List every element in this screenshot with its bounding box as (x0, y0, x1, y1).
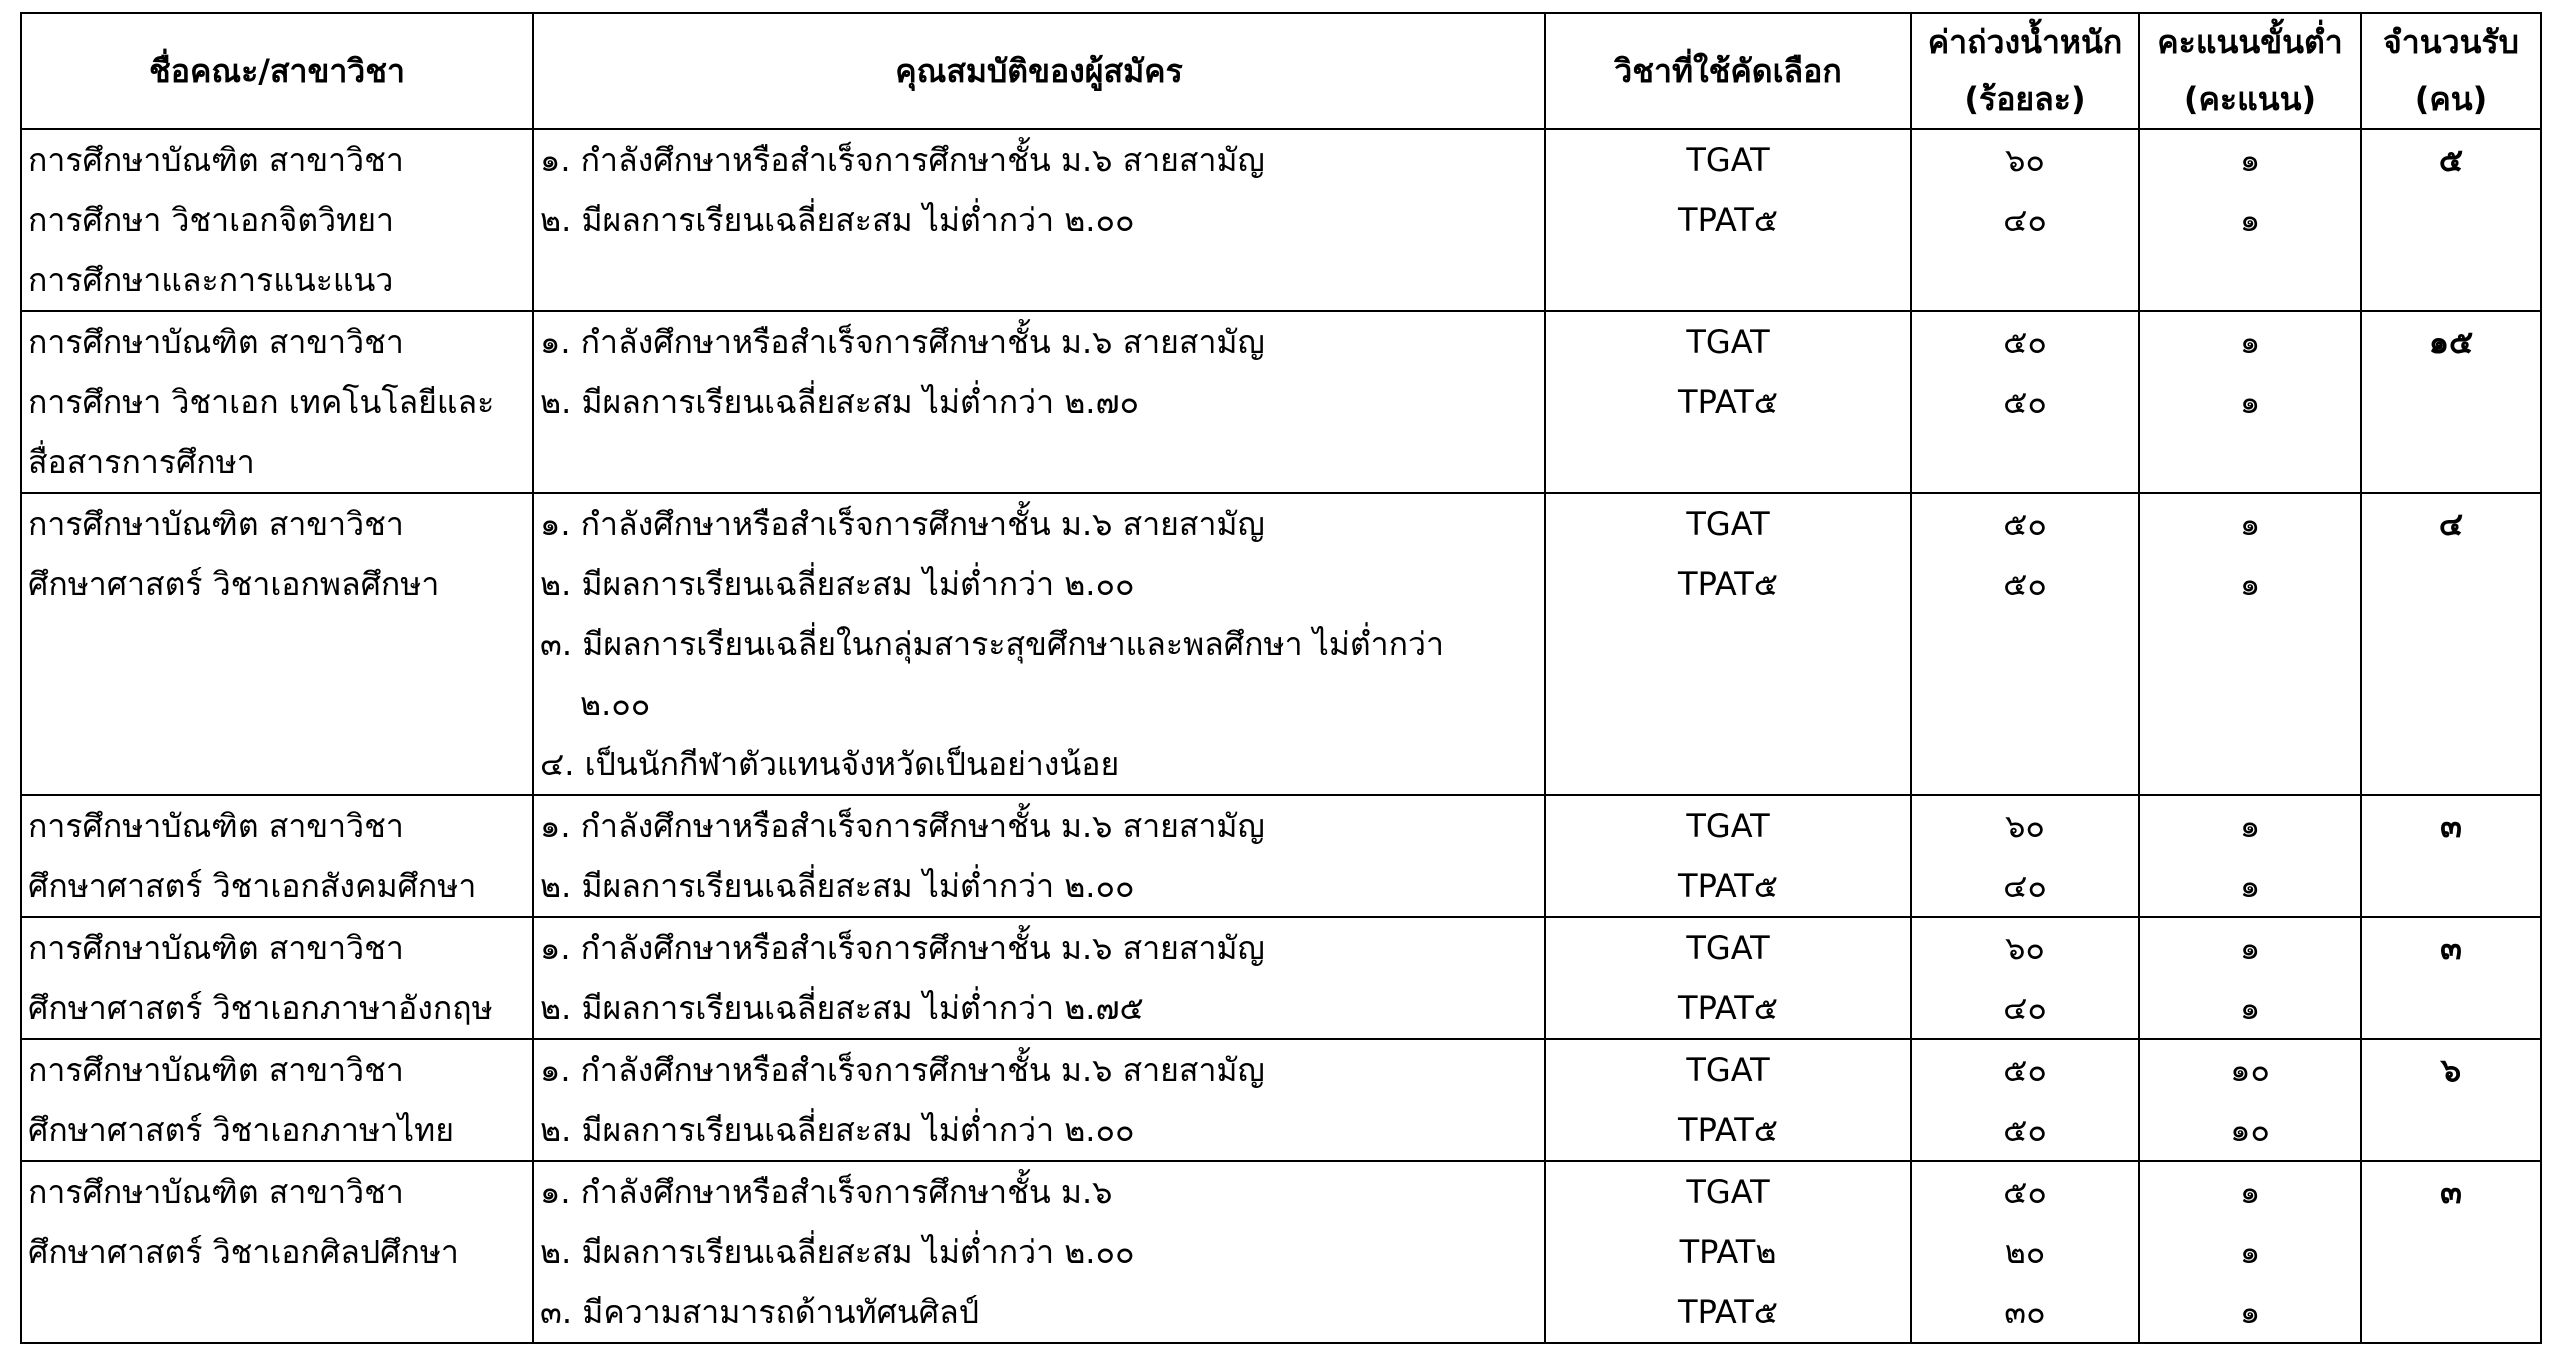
qualification-item: ๑. กำลังศึกษาหรือสำเร็จการศึกษาชั้น ม.๖ สายสามัญ (540, 929, 1265, 967)
subject-item: TGAT (1686, 141, 1770, 179)
min-score-cell (2139, 795, 2361, 917)
min-score-cell (2139, 1161, 2361, 1343)
qualification-item: ๑. กำลังศึกษาหรือสำเร็จการศึกษาชั้น ม.๖ (540, 1173, 1113, 1211)
subject-item: TGAT (1686, 505, 1770, 543)
weight-value: ๖๐ (2005, 929, 2045, 967)
weight-value: ๕๐ (2003, 565, 2047, 603)
min-score-value: ๑ (2239, 929, 2261, 967)
weight-value: ๒๐ (2004, 1233, 2046, 1271)
header-row (21, 13, 2541, 129)
seats-value: ๕ (2438, 141, 2464, 179)
qualification-item: ๒. มีผลการเรียนเฉลี่ยสะสม ไม่ต่ำกว่า ๒.๐๐ (540, 1111, 1135, 1149)
header-program: ชื่อคณะ/สาขาวิชา (21, 13, 533, 129)
program-line: ศึกษาศาสตร์ วิชาเอกศิลปศึกษา (28, 1233, 459, 1271)
header-qualifications: คุณสมบัติของผู้สมัคร (533, 13, 1545, 129)
subject-item: TPAT๕ (1678, 201, 1778, 239)
min-score-cell (2139, 1039, 2361, 1161)
seats-value: ๓ (2440, 807, 2462, 845)
table-row (21, 311, 2541, 493)
program-line: การศึกษาบัณฑิต สาขาวิชา (28, 807, 404, 845)
header-subjects: วิชาที่ใช้คัดเลือก (1545, 13, 1911, 129)
seats-value: ๓ (2440, 1173, 2462, 1211)
min-score-value: ๑ (2239, 807, 2261, 845)
weight-value: ๕๐ (2003, 505, 2047, 543)
qualification-item: ๑. กำลังศึกษาหรือสำเร็จการศึกษาชั้น ม.๖ สายสามัญ (540, 1051, 1265, 1089)
subjects-cell (1545, 493, 1911, 795)
program-line: การศึกษาบัณฑิต สาขาวิชา (28, 929, 404, 967)
qualification-item: ๒. มีผลการเรียนเฉลี่ยสะสม ไม่ต่ำกว่า ๒.๐๐ (540, 867, 1135, 905)
min-score-value: ๑๐ (2230, 1111, 2270, 1149)
weight-value: ๖๐ (2005, 141, 2045, 179)
weight-value: ๔๐ (2003, 867, 2047, 905)
admission-table-container (20, 12, 2540, 1344)
min-score-value: ๑ (2239, 1173, 2261, 1211)
min-score-value: ๑ (2239, 1293, 2261, 1331)
subject-item: TPAT๒ (1679, 1233, 1777, 1271)
subject-item: TGAT (1686, 323, 1770, 361)
qualification-item: ๒. มีผลการเรียนเฉลี่ยสะสม ไม่ต่ำกว่า ๒.๐๐ (540, 565, 1135, 603)
seats-cell (2361, 917, 2541, 1039)
qualifications-cell (533, 1161, 1545, 1343)
min-score-value: ๑๐ (2230, 1051, 2270, 1089)
subject-item: TGAT (1686, 1051, 1770, 1089)
weights-cell (1911, 493, 2139, 795)
table-row (21, 1039, 2541, 1161)
qualification-item: ๑. กำลังศึกษาหรือสำเร็จการศึกษาชั้น ม.๖ สายสามัญ (540, 807, 1265, 845)
min-score-value: ๑ (2239, 565, 2261, 603)
weight-value: ๔๐ (2003, 201, 2047, 239)
min-score-value: ๑ (2239, 1233, 2261, 1271)
subjects-cell (1545, 1161, 1911, 1343)
table-row (21, 1161, 2541, 1343)
weight-value: ๕๐ (2003, 1173, 2047, 1211)
weight-value: ๓๐ (2004, 1293, 2046, 1331)
seats-value: ๖ (2440, 1051, 2462, 1089)
program-line: การศึกษาบัณฑิต สาขาวิชา (28, 505, 404, 543)
weights-cell (1911, 795, 2139, 917)
qualifications-cell (533, 311, 1545, 493)
weight-value: ๖๐ (2005, 807, 2045, 845)
subject-item: TPAT๕ (1678, 867, 1778, 905)
header-weight: ค่าถ่วงน้ำหนัก (ร้อยละ) (1911, 13, 2139, 129)
min-score-value: ๑ (2239, 867, 2261, 905)
subject-item: TGAT (1686, 929, 1770, 967)
subject-item: TGAT (1686, 807, 1770, 845)
subjects-cell (1545, 129, 1911, 311)
weights-cell (1911, 1039, 2139, 1161)
program-line: การศึกษาบัณฑิต สาขาวิชา (28, 323, 404, 361)
min-score-value: ๑ (2239, 141, 2261, 179)
program-cell (21, 493, 533, 795)
min-score-value: ๑ (2239, 383, 2261, 421)
qualification-item-continued: ๒.๐๐ (580, 685, 651, 723)
program-cell (21, 311, 533, 493)
admission-table (20, 12, 2542, 1344)
qualification-item: ๑. กำลังศึกษาหรือสำเร็จการศึกษาชั้น ม.๖ สายสามัญ (540, 323, 1265, 361)
subject-item: TPAT๕ (1678, 383, 1778, 421)
min-score-value: ๑ (2239, 989, 2261, 1027)
qualifications-cell (533, 917, 1545, 1039)
qualification-item: ๑. กำลังศึกษาหรือสำเร็จการศึกษาชั้น ม.๖ สายสามัญ (540, 141, 1265, 179)
subject-item: TGAT (1686, 1173, 1770, 1211)
seats-cell (2361, 1161, 2541, 1343)
qualification-item: ๓. มีผลการเรียนเฉลี่ยในกลุ่มสาระสุขศึกษาและพลศึกษา ไม่ต่ำกว่า (540, 625, 1444, 663)
weight-value: ๕๐ (2003, 1111, 2047, 1149)
weights-cell (1911, 917, 2139, 1039)
qualification-item: ๒. มีผลการเรียนเฉลี่ยสะสม ไม่ต่ำกว่า ๒.๗๕ (540, 989, 1144, 1027)
qualification-item: ๒. มีผลการเรียนเฉลี่ยสะสม ไม่ต่ำกว่า ๒.๐๐ (540, 201, 1135, 239)
weight-value: ๔๐ (2003, 989, 2047, 1027)
weight-value: ๕๐ (2003, 383, 2047, 421)
min-score-cell (2139, 129, 2361, 311)
qualification-item: ๔. เป็นนักกีฬาตัวแทนจังหวัดเป็นอย่างน้อย (540, 745, 1120, 783)
weight-value: ๕๐ (2003, 323, 2047, 361)
qualifications-cell (533, 795, 1545, 917)
program-line: การศึกษา วิชาเอกจิตวิทยา (28, 201, 394, 239)
header-seats: จำนวนรับ (คน) (2361, 13, 2541, 129)
program-line: การศึกษาบัณฑิต สาขาวิชา (28, 1051, 404, 1089)
program-cell (21, 917, 533, 1039)
table-row (21, 129, 2541, 311)
header-min-score: คะแนนขั้นต่ำ (คะแนน) (2139, 13, 2361, 129)
program-line: การศึกษาและการแนะแนว (28, 261, 394, 299)
subjects-cell (1545, 1039, 1911, 1161)
program-line: ศึกษาศาสตร์ วิชาเอกภาษาไทย (28, 1111, 454, 1149)
program-cell (21, 129, 533, 311)
qualification-item: ๒. มีผลการเรียนเฉลี่ยสะสม ไม่ต่ำกว่า ๒.๐๐ (540, 1233, 1135, 1271)
weights-cell (1911, 129, 2139, 311)
seats-cell (2361, 129, 2541, 311)
seats-cell (2361, 1039, 2541, 1161)
qualification-item: ๑. กำลังศึกษาหรือสำเร็จการศึกษาชั้น ม.๖ สายสามัญ (540, 505, 1265, 543)
program-line: ศึกษาศาสตร์ วิชาเอกพลศึกษา (28, 565, 440, 603)
table-row (21, 795, 2541, 917)
subjects-cell (1545, 917, 1911, 1039)
program-cell (21, 1161, 533, 1343)
weight-value: ๕๐ (2003, 1051, 2047, 1089)
seats-value: ๑๕ (2428, 323, 2474, 361)
min-score-value: ๑ (2239, 201, 2261, 239)
program-line: การศึกษา วิชาเอก เทคโนโลยีและ (28, 383, 495, 421)
table-row (21, 493, 2541, 795)
qualification-item: ๒. มีผลการเรียนเฉลี่ยสะสม ไม่ต่ำกว่า ๒.๗๐ (540, 383, 1140, 421)
qualifications-cell (533, 1039, 1545, 1161)
qualifications-cell (533, 129, 1545, 311)
seats-cell (2361, 795, 2541, 917)
subjects-cell (1545, 311, 1911, 493)
program-line: ศึกษาศาสตร์ วิชาเอกสังคมศึกษา (28, 867, 477, 905)
seats-value: ๓ (2440, 929, 2462, 967)
program-cell (21, 795, 533, 917)
subject-item: TPAT๕ (1678, 565, 1778, 603)
subjects-cell (1545, 795, 1911, 917)
weights-cell (1911, 1161, 2139, 1343)
program-line: ศึกษาศาสตร์ วิชาเอกภาษาอังกฤษ (28, 989, 493, 1027)
program-cell (21, 1039, 533, 1161)
weights-cell (1911, 311, 2139, 493)
min-score-value: ๑ (2239, 505, 2261, 543)
seats-cell (2361, 493, 2541, 795)
program-line: การศึกษาบัณฑิต สาขาวิชา (28, 141, 404, 179)
min-score-value: ๑ (2239, 323, 2261, 361)
program-line: สื่อสารการศึกษา (28, 443, 255, 481)
seats-value: ๔ (2438, 505, 2464, 543)
qualifications-cell (533, 493, 1545, 795)
seats-cell (2361, 311, 2541, 493)
table-row (21, 917, 2541, 1039)
subject-item: TPAT๕ (1678, 989, 1778, 1027)
min-score-cell (2139, 493, 2361, 795)
qualification-item: ๓. มีความสามารถด้านทัศนศิลป์ (540, 1293, 980, 1331)
subject-item: TPAT๕ (1678, 1111, 1778, 1149)
subject-item: TPAT๕ (1678, 1293, 1778, 1331)
min-score-cell (2139, 311, 2361, 493)
min-score-cell (2139, 917, 2361, 1039)
program-line: การศึกษาบัณฑิต สาขาวิชา (28, 1173, 404, 1211)
